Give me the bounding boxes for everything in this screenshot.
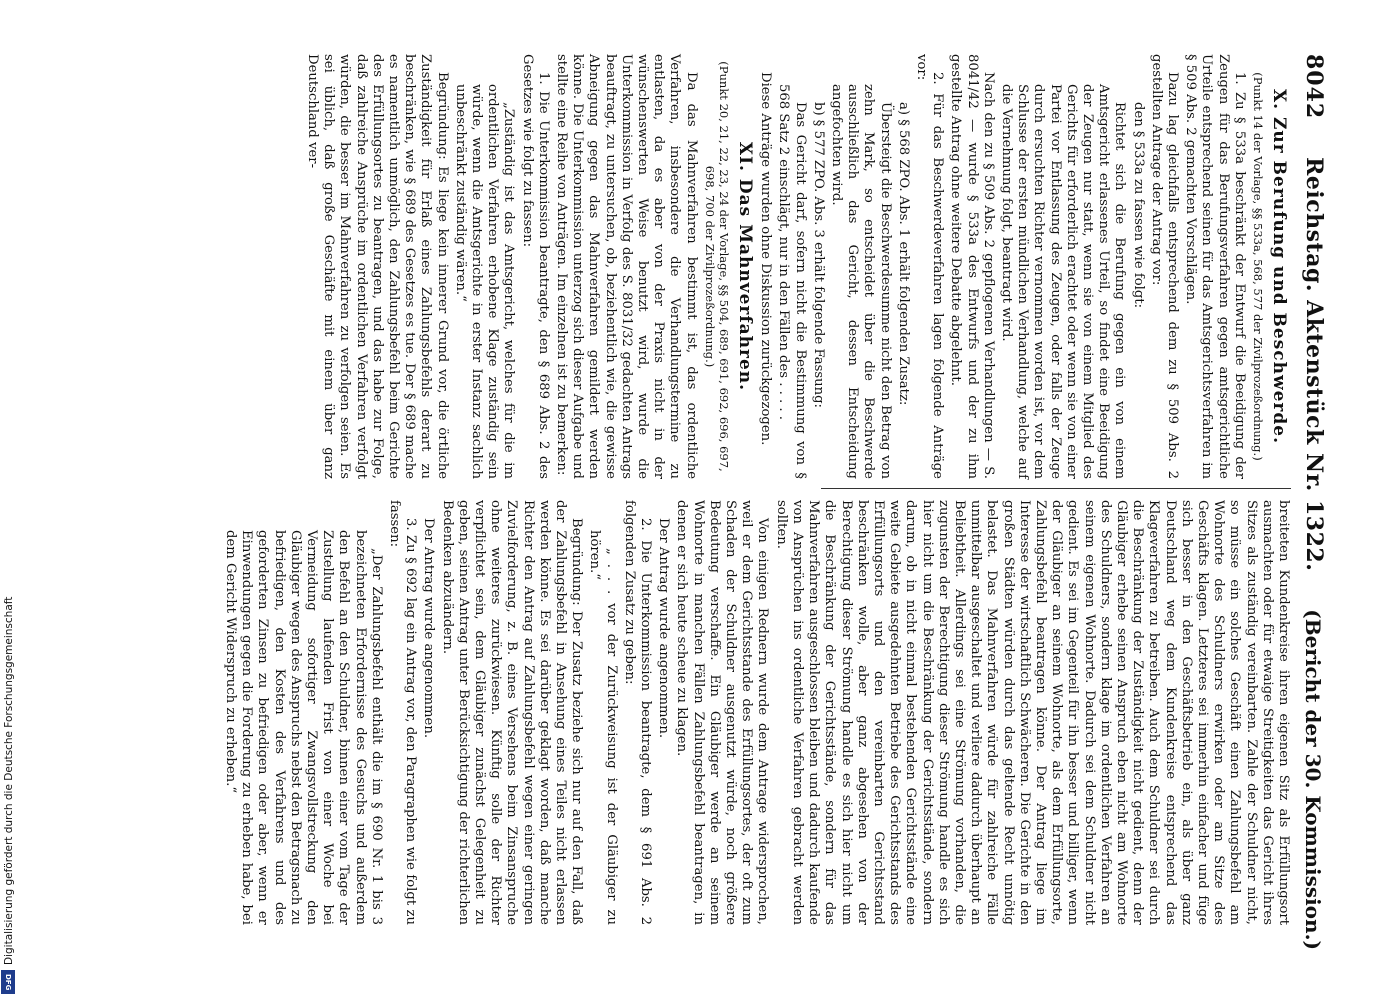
quote: Das Gericht darf, sofern nicht die Bestimmung von § 568 Satz 2 einschlägt, nur in den Fällen des . . . . .: [776, 84, 808, 479]
left-column: [33, 54, 1291, 479]
paragraph: 1. Zu § 533a beschränkt der Entwurf die Beeidigung der Zeugen für das Berufungsverfahren gegen amtsgerichtliche Urteile entsprechend seinen für das Amtsgerichtsverfahren im § 509 Abs. 2 gemachten Vorschlägen.: [1183, 54, 1247, 479]
paragraph: 2. Die Unterkommission beantragte, dem § 691 Abs. 2 folgenden Zusatz zu geben:: [621, 500, 654, 925]
paragraph: Begründung: Es liege kein innerer Grund vor, die örtliche Zuständigkeit für Erlaß eines Zahlungsbefehls derart zu beschränken, wie § 689 des Gesetzes es tue. Der § 689 mache es namentlich unmöglich, den Zahlungsbefehl beim Gerichte des Erfüllungsortes zu beantragen, und das habe zur Folge, daß zahlreiche Ansprüche im ordentlichen Verfahren verfolgt würden, die besser im Mahnverfahren zu verfolgen seien. Es sei üblich, daß große Geschäfte mit einem über ganz Deutschland ver-: [305, 54, 450, 479]
section-x-ref: (Punkt 14 der Vorlage, §§ 533a, 568, 577 der Zivilprozeßordnung.): [1250, 72, 1265, 461]
page-number: 8042: [1301, 54, 1327, 120]
quote: „Der Zahlungsbefehl enthält die im § 690 Nr. 1 bis 3 bezeichneten Erfordernisse des Gesuchs und außerdem den Befehl an den Schuldner, binnen einer vom Tage der Zustellung laufenden Frist von einer Woche bei Vermeidung sofortiger Zwangsvollstreckung den Gläubiger wegen des Anspruchs nebst den Betragsnach zu befriedigen, den Kosten des Verfahrens und des geforderten Zinsen zu befriedigen oder aber, wenn er Einwendungen gegen die Forderung zu erheben habe, bei dem Gericht Widerspruch zu erheben.“: [223, 530, 384, 925]
paragraph: 3. Zu § 692 lag ein Antrag vor, den Paragraphen wie folgt zu fassen:: [387, 500, 419, 925]
paragraph: Nach den zu § 509 Abs. 2 gepflogenen Verhandlungen — S. 8041/42 — wurde § 533a des Entwurfs und der zu ihm gestellte Antrag ohne weitere Debatte abgelehnt.: [948, 54, 996, 479]
paragraph: breiteten Kundenkreise ihren eigenen Sitz als Erfüllungsort ausmachten oder für etwaige Streitigkeiten das Gericht ihres Sitzes als zuständig vereinbarten. Zahle der Schuldner nicht, so müsse ein solches Geschäft einen Zahlungsbefehl am Wohnorte des Schuldners erwirken oder am Sitze des Geschäfts klagen. Letzteres sei immerhin einfacher und füge sich besser in den Geschäftsbetrieb ein, als über ganz Deutschland weg dem Kundenkreise entsprechend das Klageverfahren zu betreiben. Auch dem Schuldner sei durch die Beschränkung der Zuständigkeit nicht gedient, denn der Gläubiger erhebe seinen Anspruch eben nicht am Wohnorte des Schuldners, sondern klage im ordentlichen Verfahren an seinem eigenen Wohnorte. Dadurch sei dem Schuldner nicht gedient. Es sei im Gegenteil für ihn besser und billiger, wenn der Gläubiger an seinem Wohnorte, als dem Erfüllungsorte, Zahlungsbefehl beantragen könne. Der Antrag liege im Interesse der wirtschaftlich Schwächeren. Die Gerichte in den großen Städten würden durch das geltende Recht unnötig belastet. Das Mahnverfahren würde für zahlreiche Fälle unmittelbar ausgeschaltet und verliere dadurch überhaupt an Beliebtheit. Allerdings sei eine Strömung vorhanden, die zugunsten der Berechtigung dieser Strömung handle es sich hier nicht um die Beschränkung der Gerichtsstände, sondern darum, ob in nicht einmal bestehenden Gerichtsstände eine weite Gebiete ausgedehnten Betriebe des Gerichtsstands des Erfüllungsorts und den vereinbarten Gerichtsstand beschränken wolle, aber ganz abgesehen von der Berechtigung dieser Strömung handle es sich hier nicht um die Beschränkung der Gerichtsstände, sondern für das Mahnverfahren ausgeschlossen bleiben und dadurch kaufende von Ansprüchen ins ordentliche Verfahren gebracht werden sollten.: [773, 500, 1291, 925]
paragraph: Da das Mahnverfahren bestimmt ist, das ordentliche Verfahren, insbesondere die Verhandlungstermine zu entlasten, da es aber von der Praxis nicht in der wünschenswerten Weise benutzt wird, wurde die Unterkommission in Verfolg des S. 8031/32 gedachten Antrags beauftragt, zu untersuchen, ob, beziehentlich wie, die gewisse Abneigung gegen das Mahnverfahren gemildert werden könne. Die Unterkommission unterzog sich dieser Aufgabe und stellte eine Reihe von Anträgen. Im einzelnen ist zu bemerken:: [554, 54, 699, 479]
paragraph: Der Antrag wurde angenommen.: [656, 518, 672, 739]
page-subtitle: (Bericht der 30. Kommission.): [1301, 609, 1325, 950]
digitization-credit: Digitalisierung gefördert durch die Deutsche Forschungsgemeinschaft: [3, 596, 15, 965]
section-xi-ref: (Punkt 20, 21, 22, 23, 24 der Vorlage, §§ 504, 689, 691, 692, 696, 697, 698, 700 der Zivilprozeßordnung.): [702, 61, 731, 472]
item-a: a) § 568 ZPO. Abs. 1 erhält folgenden Zusatz:: [895, 102, 911, 406]
dfg-logo: DFG: [1, 970, 15, 994]
page-title: Reichstag. Aktenstück Nr. 1322.: [1301, 157, 1327, 572]
paragraph: Von einigen Rednern wurde dem Antrage widersprochen, weil er dem Gerichtsstande des Erfüllungsortes, der oft zum Schaden der Schuldner ausgenutzt würde, noch größere Bedeutung verschaffe. Ein Gläubiger werde an seinem Wohnorte in manchen Fällen Zahlungsbefehl beantragen, in denen er sich heute scheue zu klagen.: [674, 500, 771, 925]
paragraph: Der Antrag wurde angenommen.: [421, 518, 437, 739]
paragraph: Dazu lag gleichfalls entsprechend dem zu § 509 Abs. 2 gestellten Antrage der Antrag vor:: [1148, 54, 1180, 479]
item-b: b) § 577 ZPO. Abs. 3 erhält folgende Fassung:: [810, 102, 826, 408]
section-xi-heading: XI. Das Mahnverfahren.: [734, 141, 755, 392]
section-x-heading: X. Zur Berufung und Beschwerde.: [1269, 88, 1289, 445]
column-divider: [821, 488, 1291, 489]
quote: „Zuständig ist das Amtsgericht, welches für die im ordentlichen Verfahren erhobene Klage zuständig sein würde, wenn die Amtsgerichte in erster Instanz sachlich unbeschränkt zuständig wären.“: [452, 84, 517, 479]
paragraph: den § 533a zu fassen wie folgt:: [1130, 102, 1146, 309]
document-page: [23, 20, 1343, 980]
paragraph: Begründung: Der Zusatz beziehe sich nur auf den Fall, daß der Zahlungsbefehl in Ansehung eines Teiles nicht erlassen werden könne. Es sei darüber geklagt worden, daß manche Richter den Antrag auf Zahlungsbefehl wegen einer geringen Zuvielforderung, z. B. eines Versehens beim Zinsanspruche ohne weiteres zurückwiesen. Künftig solle der Richter verpflichtet sein, dem Gläubiger zunächst Gelegenheit zu geben, seinen Antrag unter Berücksichtigung der richterlichen Bedenken abzuändern.: [439, 500, 585, 925]
digitization-sidebar: [0, 140, 16, 1000]
paragraph: 2. Für das Beschwerdeverfahren lagen folgende Anträge vor:: [913, 54, 946, 479]
page-header: [1301, 54, 1337, 950]
right-column: [33, 500, 1291, 925]
quote: „ . . . vor der Zurückweisung ist der Gläubiger zu hören.“: [587, 530, 619, 925]
paragraph: Diese Anträge wurden ohne Diskussion zurückgezogen.: [758, 72, 774, 446]
quote: Richtet sich die Berufung gegen ein von einem Amtsgericht erlassenes Urteil, so findet eine Beeidigung der Zeugen nur statt, wenn sie von einem Mitglied des Gerichts für erforderlich erachtet oder wenn sie von einer Partei vor Entlassung des Zeugen, oder falls der Zeuge durch ersuchten Richter vernommen worden ist, vor dem Schlusse der ersten mündlichen Verhandlung, welche auf die Vernehmung folgt, beantragt wird.: [998, 84, 1128, 479]
quote: Übersteigt die Beschwerdesumme nicht den Betrag von zehn Mark, so entscheidet über die Beschwerde ausschließlich das Gericht, dessen Entscheidung angefochten wird.: [828, 84, 893, 479]
paragraph: 1. Die Unterkommission beantragte, den § 689 Abs. 2 des Gesetzes wie folgt zu fassen:: [519, 54, 551, 479]
